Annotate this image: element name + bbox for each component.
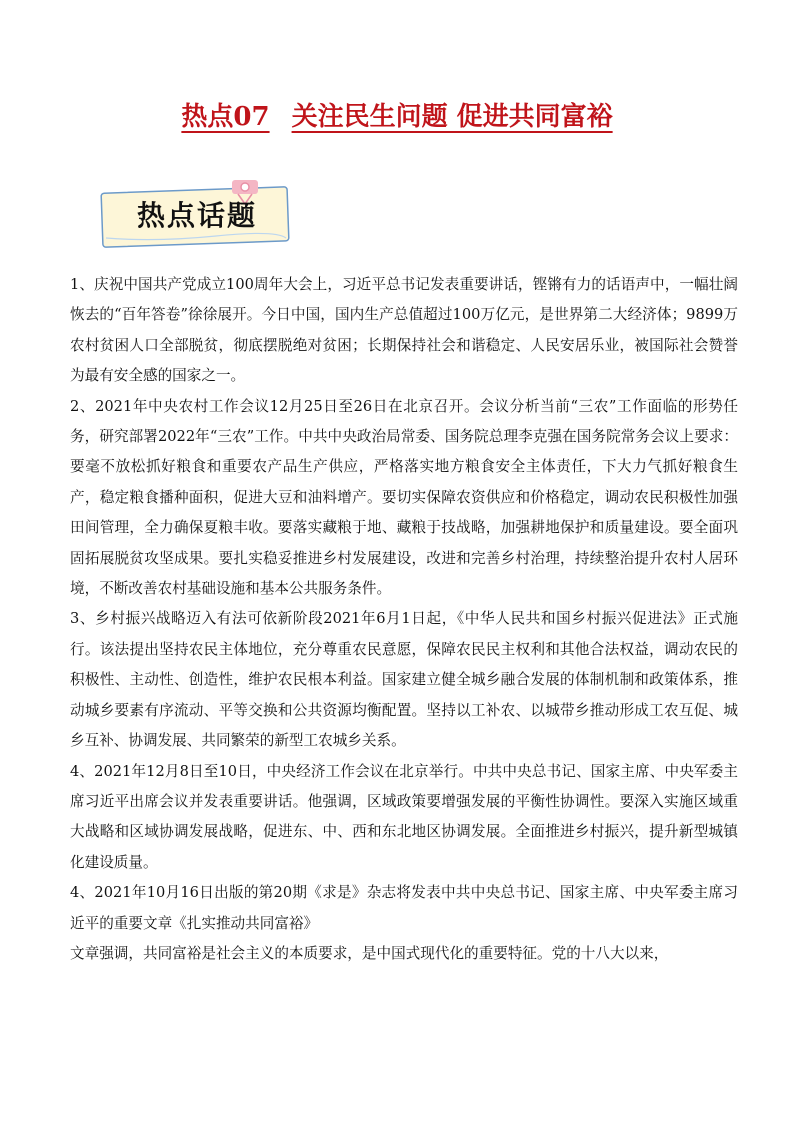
paragraph-1: 1、庆祝中国共产党成立100周年大会上，习近平总书记发表重要讲话，铿锵有力的话语声中，一幅壮阔恢去的“百年答卷”徐徐展开。今日中国，国内生产总值超过100万亿元，是世界第二大经济体；9899万农村贫困人口全部脱贫，彻底摆脱绝对贫困；长期保持社会和谐稳定、人民安居乐业，被国际社会赞誉为最有安全感的国家之一。 (70, 276, 738, 385)
paragraph-6: 文章强调，共同富裕是社会主义的本质要求，是中国式现代化的重要特征。党的十八大以来， (70, 944, 669, 962)
paragraph-3: 3、乡村振兴战略迈入有法可依新阶段2021年6月1日起，《中华人民共和国乡村振兴促进法》正式施行。该法提出坚持农民主体地位，充分尊重农民意愿，保障农民民主权利和其他合法权益，调动农民的积极性、主动性、创造性，维护农民根本利益。国家建立健全城乡融合发展的体制机制和政策体系，推动城乡要素有序流动、平等交换和公共资源均衡配置。坚持以工补农、以城带乡推动形成工农互促、城乡互补、协调发展、共同繁荣的新型工农城乡关系。 (70, 610, 738, 750)
article-body (70, 270, 738, 969)
title-topic-number: 热点07 (181, 102, 270, 132)
paragraph-4: 4、2021年12月8日至10日，中央经济工作会议在北京举行。中共中央总书记、国家主席、中央军委主席习近平出席会议并发表重要讲话。他强调，区域政策要增强发展的平衡性协调性。要深入实施区域重大战略和区域协调发展战略，促进东、中、西和东北地区协调发展。全面推进乡村振兴，提升新型城镇化建设质量。 (70, 762, 738, 871)
document-title (0, 96, 794, 133)
banner-label: 热点话题 (136, 199, 257, 232)
paragraph-2: 2、2021年中央农村工作会议12月25日至26日在北京召开。会议分析当前“三农”工作面临的形势任务，研究部署2022年“三农”工作。中共中央政治局常委、国务院总理李克强在国务院常务会议上要求：要毫不放松抓好粮食和重要农产品生产供应，严格落实地方粮食安全主体责任，下大力气抓好粮食生产，稳定粮食播种面积，促进大豆和油料增产。要切实保障农资供应和价格稳定，调动农民积极性加强田间管理，全力确保夏粮丰收。要落实藏粮于地、藏粮于技战略，加强耕地保护和质量建设。要全面巩固拓展脱贫攻坚成果。要扎实稳妥推进乡村发展建设，改进和完善乡村治理，持续整治提升农村人居环境，不断改善农村基础设施和基本公共服务条件。 (70, 397, 738, 598)
hot-topic-banner (96, 180, 296, 248)
paragraph-5: 4、2021年10月16日出版的第20期《求是》杂志将发表中共中央总书记、国家主席、中央军委主席习近平的重要文章《扎实推动共同富裕》 (70, 884, 738, 932)
title-topic-text: 关注民生问题 促进共同富裕 (291, 102, 613, 132)
